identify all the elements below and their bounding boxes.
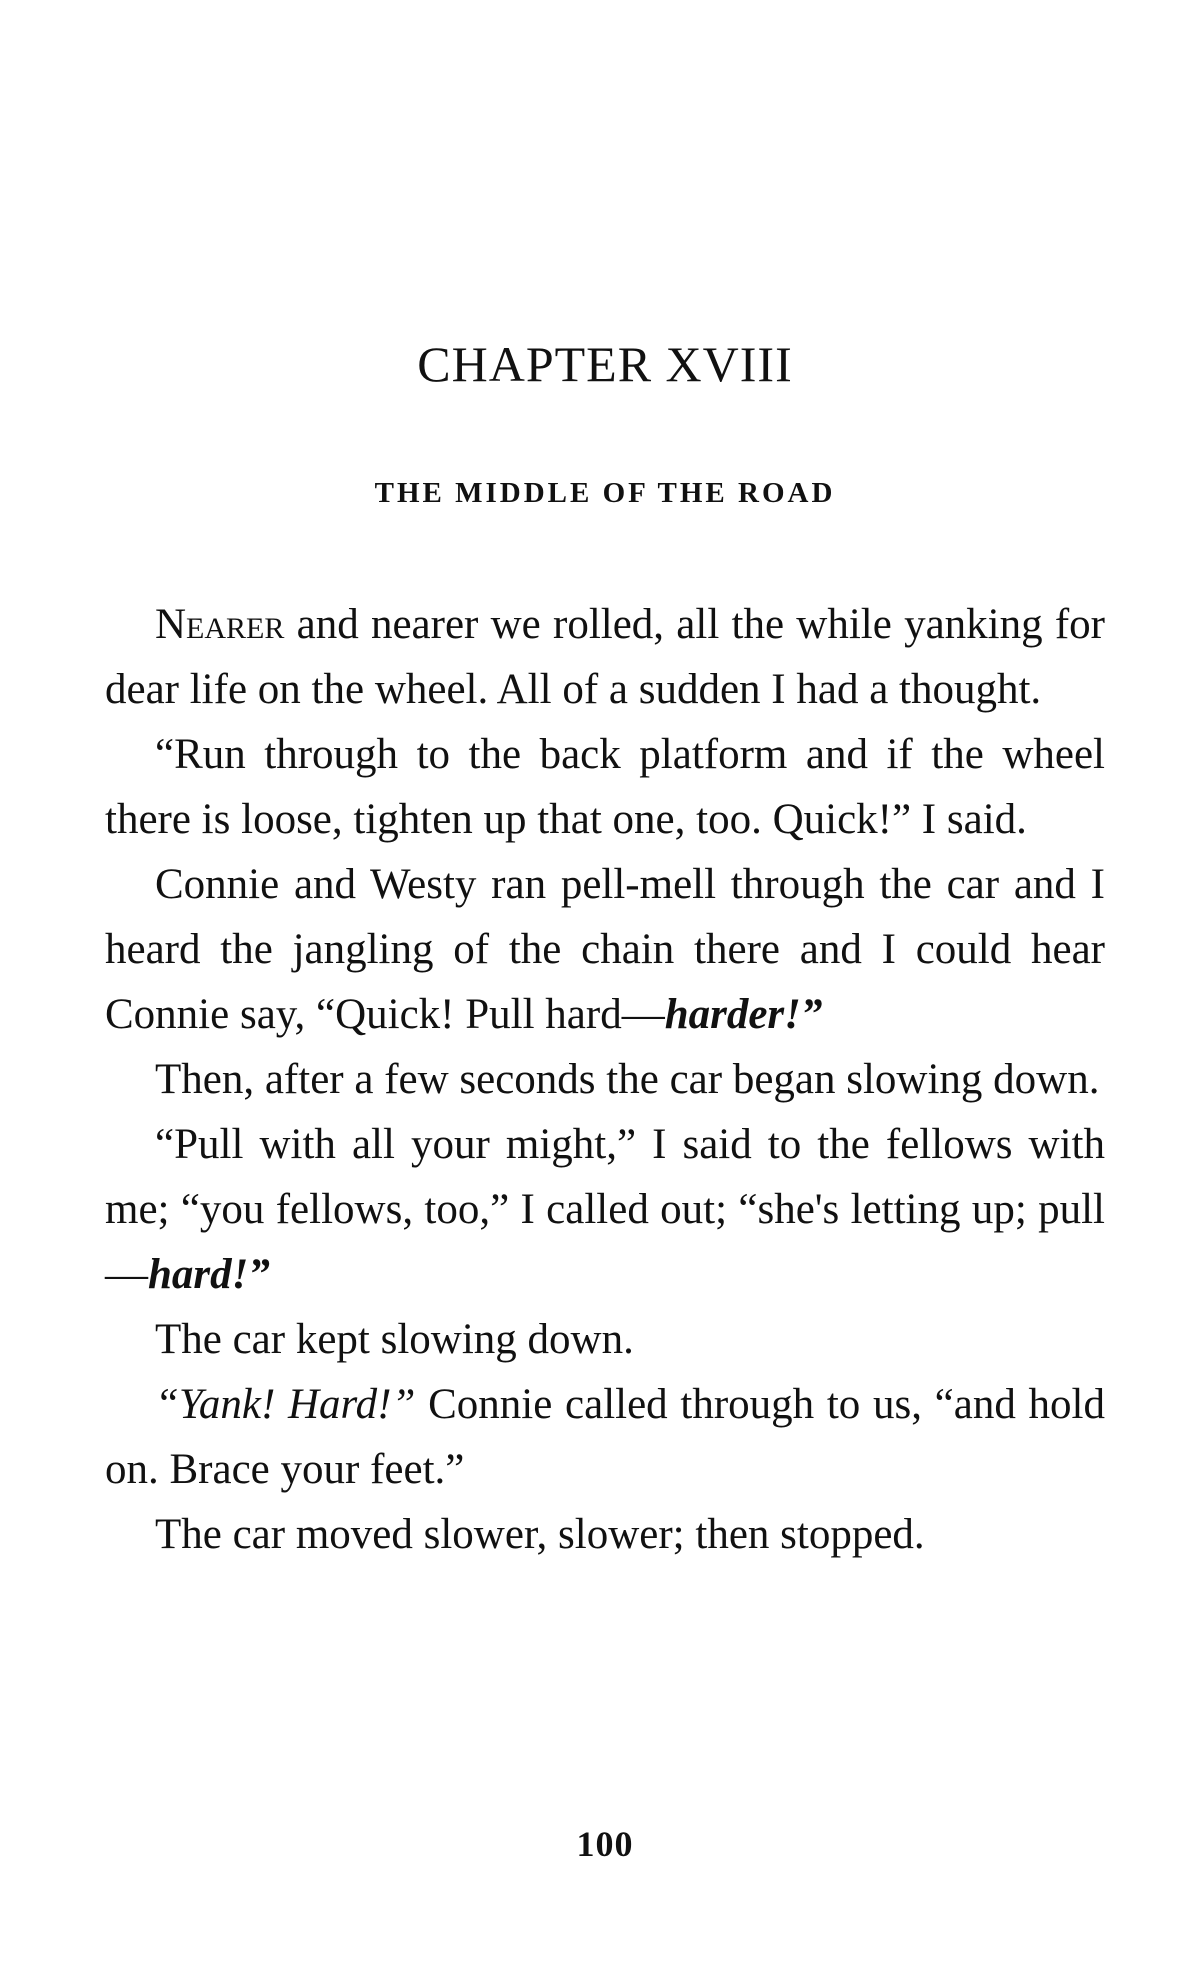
chapter-title: CHAPTER XVIII [417, 336, 793, 392]
page-number: 100 [576, 1824, 634, 1864]
paragraph-text: The car moved slower, slower; then stopped. [155, 1511, 925, 1558]
paragraph-text: “Run through to the back platform and if the wheel there is loose, tighten up that one, too. Quick!” I said. [105, 731, 1105, 843]
paragraph-7 [105, 1372, 1105, 1502]
paragraph-4 [105, 1047, 1105, 1112]
paragraph-text: Connie called through to us, “and hold on. Brace your feet.” [105, 1381, 1105, 1493]
paragraph-2 [105, 722, 1105, 852]
paragraph-3 [105, 852, 1105, 1047]
paragraph-text: “Pull with all your might,” I said to the fellows with me; “you fellows, too,” I called out; “she's letting up; pull— [105, 1121, 1105, 1298]
chapter-subtitle: THE MIDDLE OF THE ROAD [374, 477, 836, 509]
emphasis-text: hard!” [148, 1251, 270, 1298]
paragraph-text: Connie and Westy ran pell-mell through the car and I heard the jangling of the chain there and I could hear Connie say, “Quick! Pull hard— [105, 861, 1105, 1038]
paragraph-text: The car kept slowing down. [155, 1316, 634, 1363]
paragraph-5 [105, 1112, 1105, 1307]
body-text [105, 592, 1105, 1567]
paragraph-text: and nearer we rolled, all the while yanking for dear life on the wheel. All of a sudden I had a thought. [105, 601, 1105, 713]
paragraph-8 [105, 1502, 1105, 1567]
paragraph-text: Then, after a few seconds the car began slowing down. [155, 1056, 1100, 1103]
emphasis-text: harder!” [664, 991, 823, 1038]
paragraph-6 [105, 1307, 1105, 1372]
book-page [105, 0, 1105, 1966]
emphasis-text: “Yank! Hard!” [155, 1381, 416, 1428]
opening-word: Nearer [155, 601, 285, 648]
paragraph-1 [105, 592, 1105, 722]
